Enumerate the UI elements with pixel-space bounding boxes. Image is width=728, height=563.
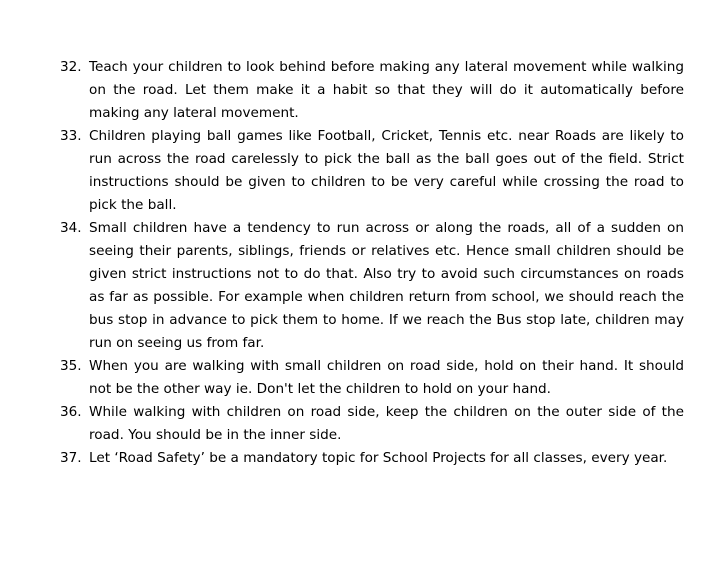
item-text: Teach your children to look behind before making any lateral movement while walking on the road. Let them make it a habit so that they will do it automatically before making any lateral movement. [89,59,684,121]
item-number: 32. [60,59,82,75]
numbered-list [60,56,684,470]
list-item [60,355,684,401]
item-text: Small children have a tendency to run across or along the roads, all of a sudden on seeing their parents, siblings, friends or relatives etc. Hence small children should be given strict instructions not to do that. Also try to avoid such circumstances on roads as far as possible. For example when children return from school, we should reach the bus stop in advance to pick them to home. If we reach the Bus stop late, children may run on seeing us from far. [89,220,684,351]
item-text: Let ‘Road Safety’ be a mandatory topic for School Projects for all classes, every year. [89,450,668,466]
list-item [60,447,684,470]
list-item [60,217,684,355]
list-item [60,56,684,125]
item-number: 34. [60,220,82,236]
item-text: Children playing ball games like Football, Cricket, Tennis etc. near Roads are likely to run across the road carelessly to pick the ball as the ball goes out of the field. Strict instructions should be given to children to be very careful while crossing the road to pick the ball. [89,128,684,213]
item-number: 36. [60,404,82,420]
item-number: 35. [60,358,82,374]
item-number: 33. [60,128,82,144]
item-text: When you are walking with small children on road side, hold on their hand. It should not be the other way ie. Don't let the children to hold on your hand. [89,358,684,397]
list-item [60,125,684,217]
list-item [60,401,684,447]
item-number: 37. [60,450,82,466]
item-text: While walking with children on road side, keep the children on the outer side of the road. You should be in the inner side. [89,404,684,443]
